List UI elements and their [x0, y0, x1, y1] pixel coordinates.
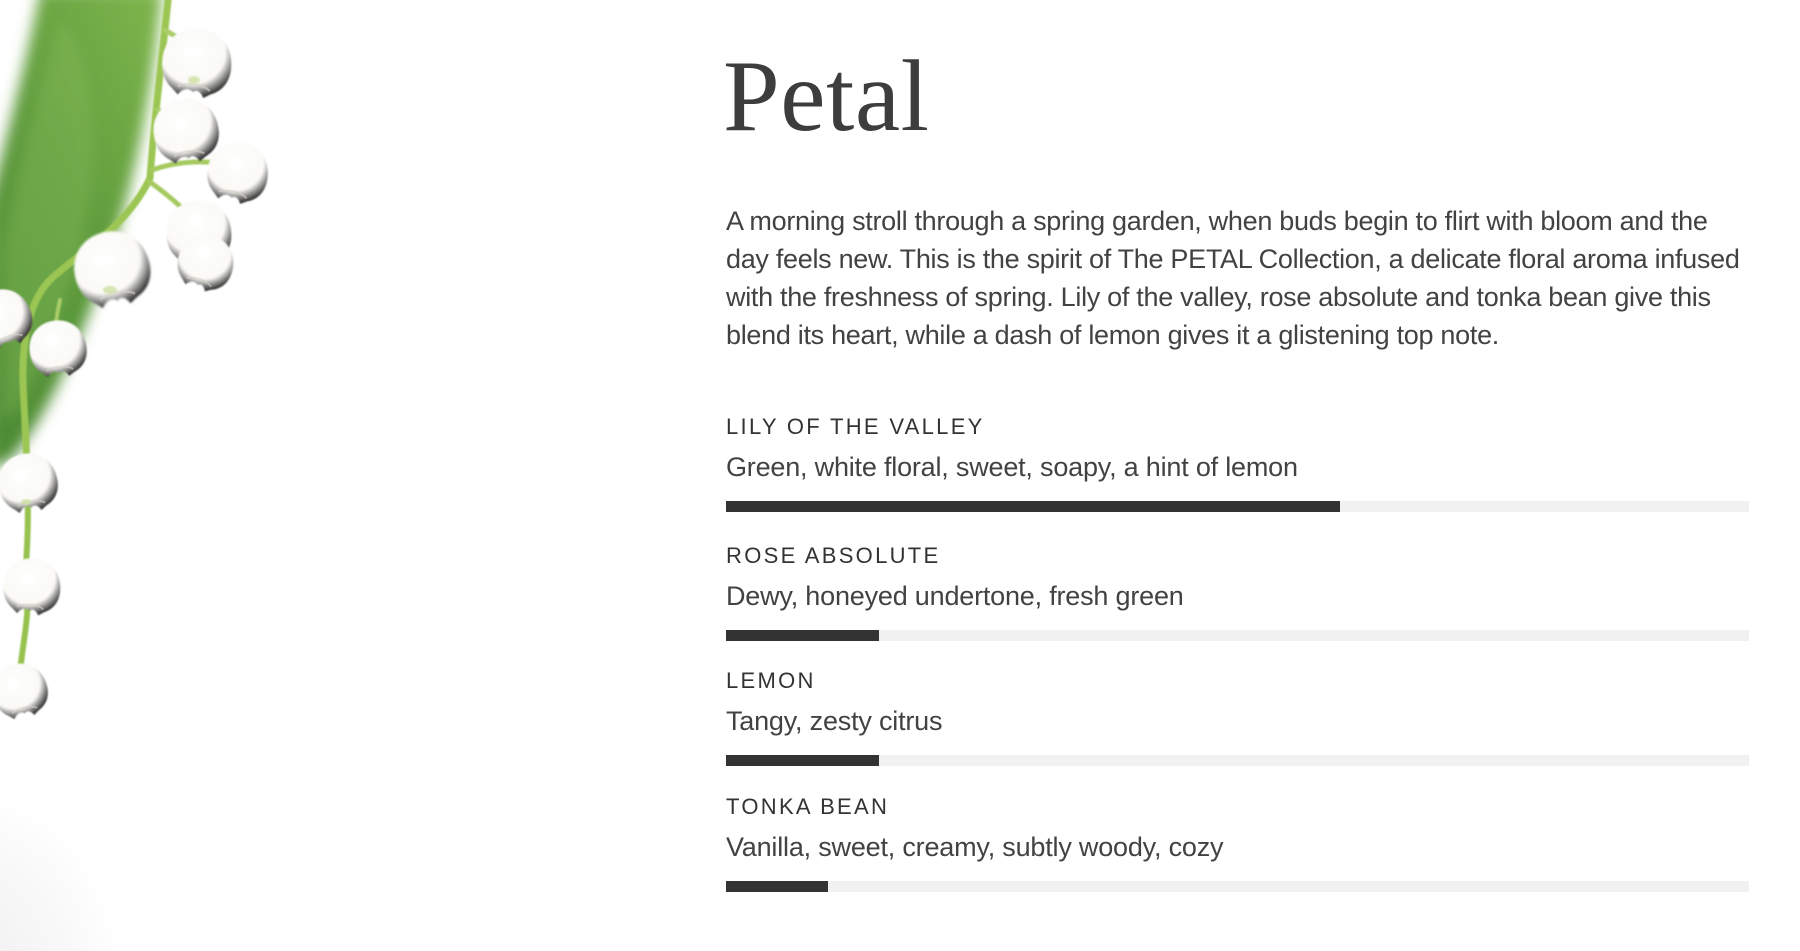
note-name: LEMON [726, 668, 816, 693]
product-description: A morning stroll through a spring garden, when buds begin to flirt with bloom and the day feels new. This is the spirit of The PETAL Collection, a delicate floral aroma infused with the freshness of spring. Lily of the valley, rose absolute and tonka bean give this blend its heart, while a dash of lemon gives it a glistening top note. [726, 206, 1740, 350]
fragrance-note-lemon [726, 668, 1749, 766]
intensity-meter [726, 755, 1749, 766]
intensity-meter-fill [726, 881, 828, 892]
product-title: Petal [723, 40, 930, 153]
note-name: LILY OF THE VALLEY [726, 414, 985, 439]
intensity-meter-fill [726, 630, 879, 641]
lily-of-the-valley-illustration [0, 0, 620, 951]
intensity-meter [726, 630, 1749, 641]
note-name: ROSE ABSOLUTE [726, 543, 941, 568]
note-name: TONKA BEAN [726, 794, 890, 819]
fragrance-note-lily-of-the-valley [726, 414, 1749, 512]
intensity-meter-fill [726, 501, 1340, 512]
note-description: Tangy, zesty citrus [726, 706, 943, 736]
fragrance-note-rose-absolute [726, 543, 1749, 641]
intensity-meter [726, 501, 1749, 512]
product-photo [0, 0, 620, 951]
intensity-meter [726, 881, 1749, 892]
intensity-meter-fill [726, 755, 879, 766]
note-description: Dewy, honeyed undertone, fresh green [726, 581, 1184, 611]
note-description: Vanilla, sweet, creamy, subtly woody, cozy [726, 832, 1224, 862]
note-description: Green, white floral, sweet, soapy, a hint of lemon [726, 452, 1298, 482]
fragrance-note-tonka-bean [726, 794, 1749, 892]
